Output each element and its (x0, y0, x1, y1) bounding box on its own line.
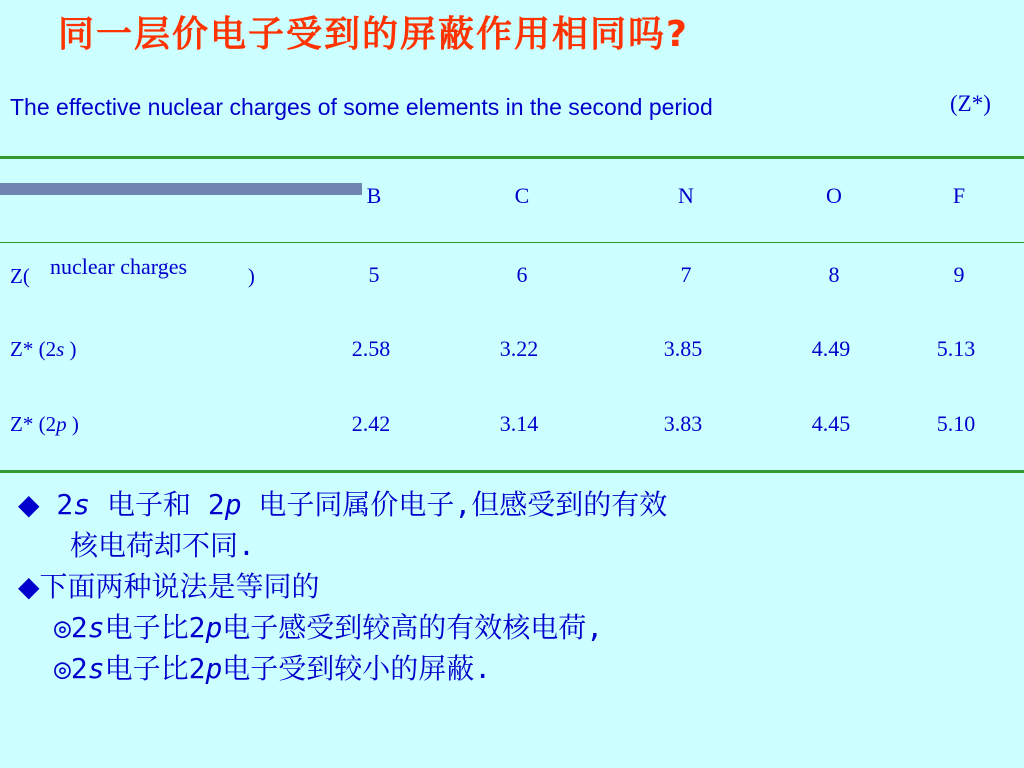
column-header: F (952, 183, 966, 208)
orbital-p: p (56, 412, 67, 436)
table-cell: 5.13 (936, 336, 976, 361)
column-header: C (514, 183, 530, 208)
row-label-prefix: Z( (10, 264, 30, 288)
table-cell: 8 (828, 262, 840, 287)
table-header-rule (0, 242, 1024, 243)
decorative-bar (0, 183, 362, 195)
diamond-bullet-icon: ◆ (18, 570, 40, 603)
table-cell: 5.10 (936, 411, 976, 436)
row-label-suffix: ) (69, 337, 77, 361)
bullet-item: ◆下面两种说法是等同的 (18, 566, 1018, 607)
table-cell: 4.45 (811, 411, 851, 436)
table-cell: 2.42 (351, 411, 391, 436)
table-caption: The effective nuclear charges of some elements in the second period (10, 94, 713, 120)
bullet-list (18, 484, 1018, 689)
table-cell: 2.58 (351, 336, 391, 361)
row-label-zstar-2s (10, 337, 77, 362)
table-cell: 3.83 (663, 411, 703, 436)
row-label-zstar-2p (10, 412, 79, 437)
table-cell: 3.14 (499, 411, 539, 436)
row-label-prefix: Z* (2 (10, 412, 57, 436)
orbital-s: s (56, 337, 65, 361)
bullet-item: ◆ 2s 电子和 2p 电子同属价电子,但感受到的有效 (18, 484, 1018, 525)
table-top-rule (0, 156, 1024, 159)
bullet-item-continuation: 核电荷却不同. (70, 529, 255, 562)
sub-bullet-item: ◎2s电子比2p电子感受到较高的有效核电荷, (54, 611, 604, 644)
column-header: B (366, 183, 382, 208)
table-cell: 4.49 (811, 336, 851, 361)
table-cell: 9 (953, 262, 965, 287)
row-label-suffix: ) (247, 264, 255, 288)
table-cell: 6 (516, 262, 528, 287)
row-label-prefix: Z* (2 (10, 337, 57, 361)
column-header: N (678, 183, 694, 208)
table-cell: 3.22 (499, 336, 539, 361)
table-cell: 5 (368, 262, 380, 287)
sub-bullet-item: ◎2s电子比2p电子受到较小的屏蔽. (54, 652, 492, 685)
table-cell: 3.85 (663, 336, 703, 361)
diamond-bullet-icon: ◆ (18, 488, 40, 521)
column-header: O (826, 183, 842, 208)
row-label-suffix: ) (71, 412, 79, 436)
page-title: 同一层价电子受到的屏蔽作用相同吗? (58, 14, 689, 55)
zstar-note: (Z*) (950, 91, 991, 116)
nuclear-charges-note: nuclear charges (50, 254, 188, 279)
table-bottom-rule (0, 470, 1024, 473)
table-cell: 7 (680, 262, 692, 287)
